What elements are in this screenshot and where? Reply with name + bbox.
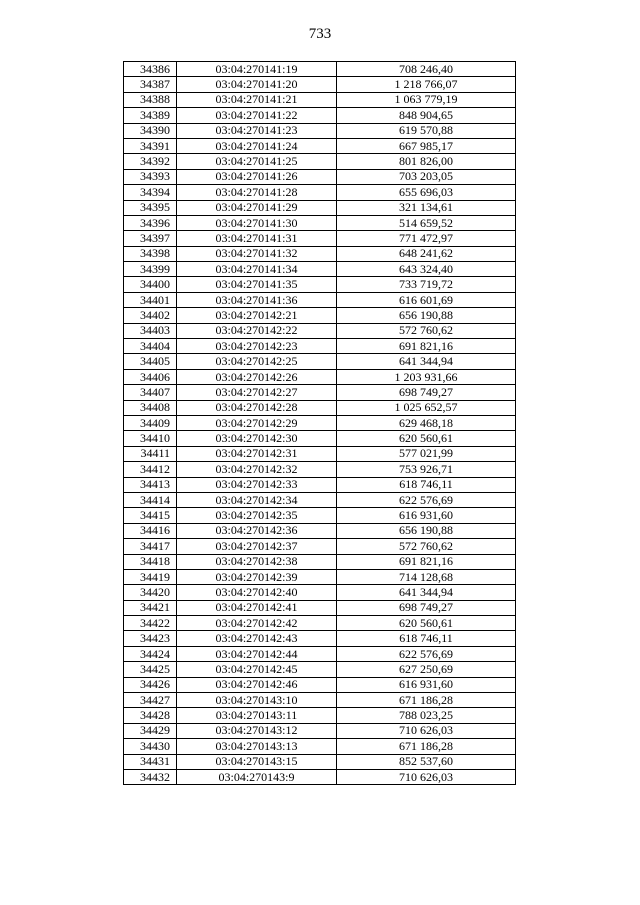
cadastral-value-cell: 667 985,17: [337, 138, 516, 153]
table-row: [124, 185, 516, 200]
row-number-cell: 34400: [124, 277, 177, 292]
table-row: [124, 200, 516, 215]
table-row: [124, 308, 516, 323]
cadastral-number-cell: 03:04:270141:31: [177, 231, 337, 246]
cadastral-value-cell: 1 218 766,07: [337, 77, 516, 92]
row-number-cell: 34406: [124, 369, 177, 384]
cadastral-value-cell: 620 560,61: [337, 431, 516, 446]
row-number-cell: 34394: [124, 185, 177, 200]
cadastral-number-cell: 03:04:270141:34: [177, 262, 337, 277]
table-row: [124, 154, 516, 169]
table-row: [124, 292, 516, 307]
cadastral-number-cell: 03:04:270142:42: [177, 616, 337, 631]
cadastral-number-cell: 03:04:270142:39: [177, 569, 337, 584]
cadastral-value-cell: 656 190,88: [337, 523, 516, 538]
table-row: [124, 492, 516, 507]
row-number-cell: 34392: [124, 154, 177, 169]
row-number-cell: 34391: [124, 138, 177, 153]
cadastral-value-cell: 656 190,88: [337, 308, 516, 323]
cadastral-value-cell: 321 134,61: [337, 200, 516, 215]
cadastral-value-cell: 616 931,60: [337, 508, 516, 523]
cadastral-number-cell: 03:04:270141:28: [177, 185, 337, 200]
row-number-cell: 34409: [124, 415, 177, 430]
cadastral-number-cell: 03:04:270143:13: [177, 739, 337, 754]
row-number-cell: 34390: [124, 123, 177, 138]
table-row: [124, 354, 516, 369]
cadastral-value-cell: 714 128,68: [337, 569, 516, 584]
cadastral-number-cell: 03:04:270141:20: [177, 77, 337, 92]
cadastral-value-cell: 627 250,69: [337, 662, 516, 677]
table-row: [124, 677, 516, 692]
table-row: [124, 385, 516, 400]
cadastral-value-cell: 848 904,65: [337, 108, 516, 123]
cadastral-value-cell: 671 186,28: [337, 693, 516, 708]
row-number-cell: 34429: [124, 723, 177, 738]
cadastral-number-cell: 03:04:270141:19: [177, 62, 337, 77]
table-row: [124, 277, 516, 292]
row-number-cell: 34425: [124, 662, 177, 677]
table-row: [124, 62, 516, 77]
cadastral-value-cell: 572 760,62: [337, 539, 516, 554]
cadastral-number-cell: 03:04:270143:10: [177, 693, 337, 708]
cadastral-number-cell: 03:04:270142:43: [177, 631, 337, 646]
cadastral-number-cell: 03:04:270143:9: [177, 769, 337, 784]
cadastral-number-cell: 03:04:270142:33: [177, 477, 337, 492]
cadastral-value-cell: 619 570,88: [337, 123, 516, 138]
table-row: [124, 369, 516, 384]
table-row: [124, 77, 516, 92]
table-row: [124, 339, 516, 354]
cadastral-number-cell: 03:04:270141:32: [177, 246, 337, 261]
table-row: [124, 431, 516, 446]
cadastral-value-cell: 703 203,05: [337, 169, 516, 184]
cadastral-value-cell: 577 021,99: [337, 446, 516, 461]
table-row: [124, 693, 516, 708]
cadastral-number-cell: 03:04:270142:45: [177, 662, 337, 677]
row-number-cell: 34430: [124, 739, 177, 754]
cadastral-value-cell: 655 696,03: [337, 185, 516, 200]
row-number-cell: 34388: [124, 92, 177, 107]
row-number-cell: 34405: [124, 354, 177, 369]
table-row: [124, 400, 516, 415]
table-row: [124, 539, 516, 554]
row-number-cell: 34402: [124, 308, 177, 323]
table-row: [124, 508, 516, 523]
table-row: [124, 662, 516, 677]
row-number-cell: 34395: [124, 200, 177, 215]
cadastral-number-cell: 03:04:270141:21: [177, 92, 337, 107]
row-number-cell: 34389: [124, 108, 177, 123]
cadastral-value-cell: 616 931,60: [337, 677, 516, 692]
cadastral-number-cell: 03:04:270143:15: [177, 754, 337, 769]
cadastral-value-cell: 733 719,72: [337, 277, 516, 292]
row-number-cell: 34387: [124, 77, 177, 92]
cadastral-value-cell: 622 576,69: [337, 646, 516, 661]
cadastral-value-cell: 514 659,52: [337, 215, 516, 230]
cadastral-number-cell: 03:04:270142:36: [177, 523, 337, 538]
table-row: [124, 215, 516, 230]
cadastral-value-table: [123, 61, 516, 785]
table-row: [124, 523, 516, 538]
row-number-cell: 34414: [124, 492, 177, 507]
cadastral-value-cell: 698 749,27: [337, 600, 516, 615]
cadastral-number-cell: 03:04:270142:31: [177, 446, 337, 461]
cadastral-value-cell: 708 246,40: [337, 62, 516, 77]
cadastral-number-cell: 03:04:270141:26: [177, 169, 337, 184]
cadastral-value-cell: 641 344,94: [337, 585, 516, 600]
cadastral-number-cell: 03:04:270142:35: [177, 508, 337, 523]
cadastral-value-cell: 618 746,11: [337, 631, 516, 646]
table-row: [124, 108, 516, 123]
cadastral-value-cell: 753 926,71: [337, 462, 516, 477]
cadastral-value-cell: 618 746,11: [337, 477, 516, 492]
row-number-cell: 34421: [124, 600, 177, 615]
cadastral-number-cell: 03:04:270142:21: [177, 308, 337, 323]
table-row: [124, 754, 516, 769]
table-row: [124, 554, 516, 569]
cadastral-value-cell: 691 821,16: [337, 554, 516, 569]
row-number-cell: 34399: [124, 262, 177, 277]
table-row: [124, 769, 516, 784]
cadastral-number-cell: 03:04:270141:23: [177, 123, 337, 138]
row-number-cell: 34417: [124, 539, 177, 554]
row-number-cell: 34407: [124, 385, 177, 400]
cadastral-value-cell: 698 749,27: [337, 385, 516, 400]
table-row: [124, 708, 516, 723]
cadastral-number-cell: 03:04:270141:35: [177, 277, 337, 292]
table-row: [124, 585, 516, 600]
cadastral-number-cell: 03:04:270142:22: [177, 323, 337, 338]
cadastral-value-cell: 710 626,03: [337, 723, 516, 738]
row-number-cell: 34422: [124, 616, 177, 631]
table-row: [124, 723, 516, 738]
cadastral-value-cell: 1 025 652,57: [337, 400, 516, 415]
table-row: [124, 569, 516, 584]
cadastral-value-cell: 852 537,60: [337, 754, 516, 769]
cadastral-number-cell: 03:04:270141:25: [177, 154, 337, 169]
row-number-cell: 34431: [124, 754, 177, 769]
row-number-cell: 34413: [124, 477, 177, 492]
cadastral-number-cell: 03:04:270142:23: [177, 339, 337, 354]
row-number-cell: 34428: [124, 708, 177, 723]
row-number-cell: 34398: [124, 246, 177, 261]
cadastral-number-cell: 03:04:270142:25: [177, 354, 337, 369]
cadastral-value-cell: 1 203 931,66: [337, 369, 516, 384]
cadastral-value-cell: 572 760,62: [337, 323, 516, 338]
table-row: [124, 138, 516, 153]
cadastral-number-cell: 03:04:270142:27: [177, 385, 337, 400]
cadastral-number-cell: 03:04:270141:24: [177, 138, 337, 153]
table-row: [124, 323, 516, 338]
row-number-cell: 34423: [124, 631, 177, 646]
cadastral-value-cell: 616 601,69: [337, 292, 516, 307]
cadastral-number-cell: 03:04:270141:22: [177, 108, 337, 123]
row-number-cell: 34393: [124, 169, 177, 184]
row-number-cell: 34397: [124, 231, 177, 246]
row-number-cell: 34410: [124, 431, 177, 446]
cadastral-value-cell: 691 821,16: [337, 339, 516, 354]
cadastral-number-cell: 03:04:270143:12: [177, 723, 337, 738]
page-number: 733: [308, 26, 332, 42]
table-row: [124, 169, 516, 184]
cadastral-number-cell: 03:04:270142:32: [177, 462, 337, 477]
cadastral-number-cell: 03:04:270143:11: [177, 708, 337, 723]
table-row: [124, 92, 516, 107]
cadastral-number-cell: 03:04:270142:26: [177, 369, 337, 384]
table-row: [124, 262, 516, 277]
cadastral-value-cell: 788 023,25: [337, 708, 516, 723]
cadastral-number-cell: 03:04:270142:37: [177, 539, 337, 554]
table-row: [124, 631, 516, 646]
cadastral-number-cell: 03:04:270142:29: [177, 415, 337, 430]
table-row: [124, 739, 516, 754]
row-number-cell: 34412: [124, 462, 177, 477]
cadastral-number-cell: 03:04:270142:34: [177, 492, 337, 507]
table-row: [124, 231, 516, 246]
cadastral-value-cell: 643 324,40: [337, 262, 516, 277]
table-row: [124, 616, 516, 631]
cadastral-value-cell: 641 344,94: [337, 354, 516, 369]
row-number-cell: 34419: [124, 569, 177, 584]
row-number-cell: 34426: [124, 677, 177, 692]
table-row: [124, 477, 516, 492]
cadastral-value-cell: 1 063 779,19: [337, 92, 516, 107]
cadastral-number-cell: 03:04:270142:46: [177, 677, 337, 692]
cadastral-value-cell: 771 472,97: [337, 231, 516, 246]
cadastral-number-cell: 03:04:270141:30: [177, 215, 337, 230]
cadastral-number-cell: 03:04:270142:30: [177, 431, 337, 446]
table-row: [124, 646, 516, 661]
cadastral-number-cell: 03:04:270142:41: [177, 600, 337, 615]
cadastral-number-cell: 03:04:270142:38: [177, 554, 337, 569]
cadastral-value-cell: 801 826,00: [337, 154, 516, 169]
row-number-cell: 34404: [124, 339, 177, 354]
row-number-cell: 34416: [124, 523, 177, 538]
table-body: [124, 62, 516, 785]
row-number-cell: 34432: [124, 769, 177, 784]
cadastral-value-cell: 622 576,69: [337, 492, 516, 507]
row-number-cell: 34418: [124, 554, 177, 569]
row-number-cell: 34427: [124, 693, 177, 708]
cadastral-value-cell: 620 560,61: [337, 616, 516, 631]
row-number-cell: 34424: [124, 646, 177, 661]
table-row: [124, 600, 516, 615]
table-row: [124, 462, 516, 477]
cadastral-number-cell: 03:04:270141:29: [177, 200, 337, 215]
row-number-cell: 34386: [124, 62, 177, 77]
table-row: [124, 446, 516, 461]
row-number-cell: 34403: [124, 323, 177, 338]
row-number-cell: 34420: [124, 585, 177, 600]
cadastral-number-cell: 03:04:270142:44: [177, 646, 337, 661]
row-number-cell: 34415: [124, 508, 177, 523]
cadastral-number-cell: 03:04:270142:28: [177, 400, 337, 415]
table-row: [124, 415, 516, 430]
table-row: [124, 123, 516, 138]
cadastral-number-cell: 03:04:270142:40: [177, 585, 337, 600]
cadastral-value-cell: 629 468,18: [337, 415, 516, 430]
cadastral-value-cell: 648 241,62: [337, 246, 516, 261]
row-number-cell: 34408: [124, 400, 177, 415]
cadastral-number-cell: 03:04:270141:36: [177, 292, 337, 307]
row-number-cell: 34411: [124, 446, 177, 461]
cadastral-value-cell: 710 626,03: [337, 769, 516, 784]
cadastral-value-cell: 671 186,28: [337, 739, 516, 754]
table-row: [124, 246, 516, 261]
row-number-cell: 34396: [124, 215, 177, 230]
row-number-cell: 34401: [124, 292, 177, 307]
